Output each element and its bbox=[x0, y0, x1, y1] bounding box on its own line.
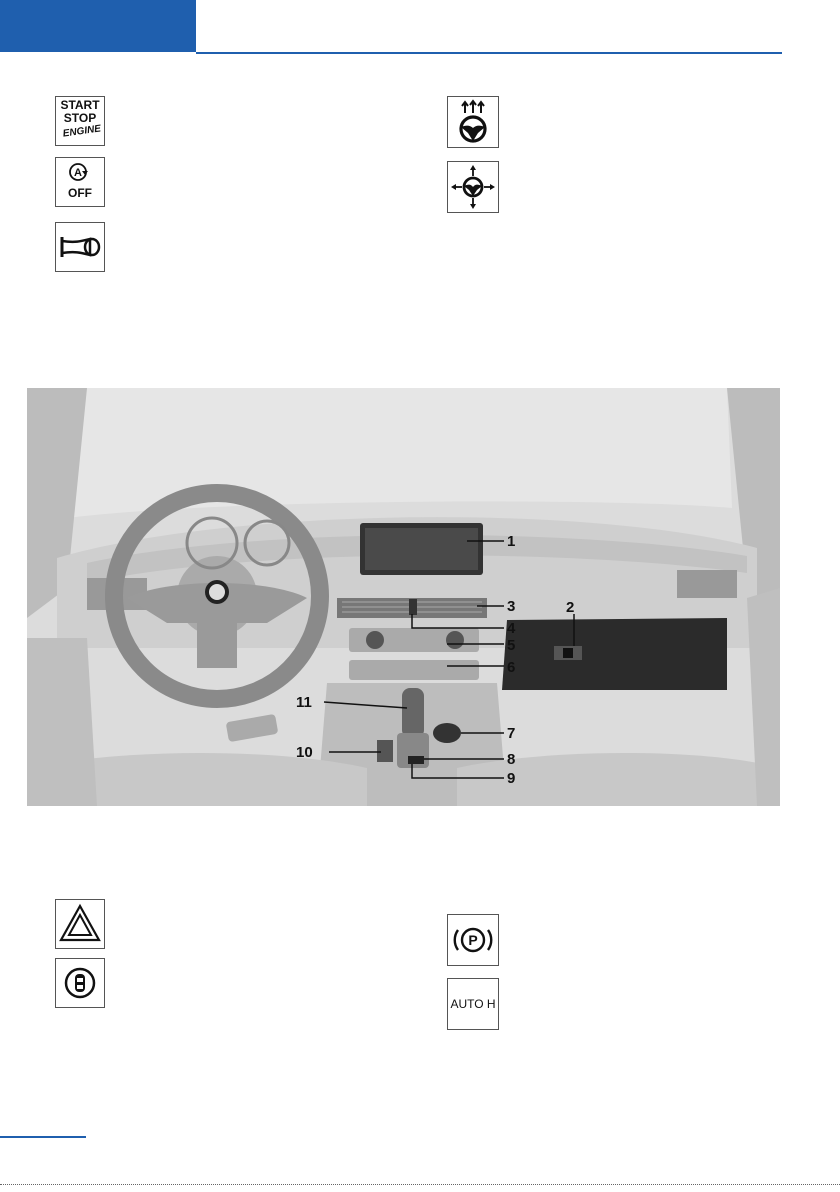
off-label: OFF bbox=[68, 186, 92, 200]
auto-hold-label: AUTO H bbox=[450, 996, 496, 1011]
auto-letter: A bbox=[74, 167, 82, 179]
callout-5: 5 bbox=[507, 637, 516, 654]
auto-start-stop-graphic bbox=[56, 158, 104, 206]
horn-icon bbox=[55, 222, 105, 272]
callout-1: 1 bbox=[507, 533, 516, 550]
header-tab bbox=[0, 0, 196, 52]
callout-9: 9 bbox=[507, 770, 516, 787]
callout-4: 4 bbox=[507, 620, 516, 637]
header-rule bbox=[196, 52, 782, 54]
page-cut-line bbox=[0, 1184, 840, 1185]
horn-graphic bbox=[56, 223, 104, 271]
callout-2: 2 bbox=[566, 599, 575, 616]
cockpit-graphic bbox=[27, 388, 780, 806]
callout-6: 6 bbox=[507, 659, 516, 676]
callout-11: 11 bbox=[296, 694, 312, 711]
parking-brake-letter: P bbox=[468, 932, 478, 948]
engine-label: ENGINE bbox=[62, 123, 102, 140]
steering-wheel-heating-graphic bbox=[448, 97, 498, 147]
start-label: START bbox=[60, 98, 100, 112]
start-stop-button-icon bbox=[55, 96, 105, 146]
parking-brake-graphic bbox=[448, 915, 498, 965]
central-locking-icon bbox=[55, 958, 105, 1008]
callout-3: 3 bbox=[507, 598, 516, 615]
footer-rule bbox=[0, 1136, 86, 1138]
callout-8: 8 bbox=[507, 751, 516, 768]
steering-wheel-adjust-icon bbox=[447, 161, 499, 213]
callout-7: 7 bbox=[507, 725, 516, 742]
callout-10: 10 bbox=[296, 744, 313, 761]
hazard-graphic bbox=[56, 900, 104, 948]
central-locking-graphic bbox=[56, 959, 104, 1007]
stop-label: STOP bbox=[63, 111, 97, 125]
hazard-warning-icon bbox=[55, 899, 105, 949]
parking-brake-icon bbox=[447, 914, 499, 966]
auto-start-stop-off-icon bbox=[55, 157, 105, 207]
auto-hold-icon bbox=[447, 978, 499, 1030]
cockpit-illustration bbox=[27, 388, 780, 806]
steering-wheel-heating-icon bbox=[447, 96, 499, 148]
steering-wheel-adjust-graphic bbox=[448, 162, 498, 212]
